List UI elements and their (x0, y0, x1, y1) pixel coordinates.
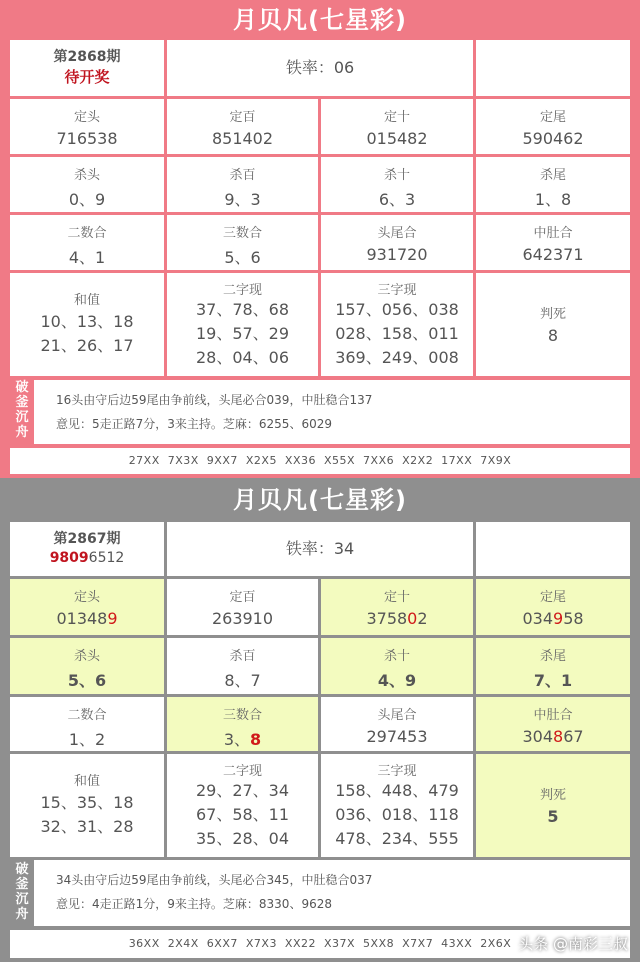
cell-label: 定尾 (539, 590, 566, 605)
panel-title: 月贝凡(七星彩) (233, 486, 407, 514)
cell-line: 369、249、008 (335, 348, 459, 367)
result-panel-2867 (0, 478, 640, 962)
cell-label: 杀头 (73, 649, 100, 664)
cell-value: 590462 (522, 129, 584, 148)
note-line: 16头由守后边59尾由争前线，头尾必合039，中肚稳合137 (56, 393, 373, 407)
cell-line: 157、056、038 (335, 300, 459, 319)
cell-line: 158、448、479 (335, 781, 459, 800)
middle-sum-cell (476, 215, 630, 270)
cell-line: 35、28、04 (195, 829, 290, 848)
middle-sum-cell (476, 697, 630, 751)
position-cell-tens (321, 99, 473, 154)
value-part: 2 (417, 609, 428, 628)
cell-label: 定百 (229, 590, 256, 605)
strategy-notes (34, 380, 630, 444)
side-char: 破 (15, 380, 29, 395)
cell-label: 杀尾 (539, 649, 566, 664)
cell-label: 中肚合 (533, 226, 573, 241)
cell-value: 4、1 (68, 248, 106, 267)
kill-cell-tens (321, 157, 473, 212)
watermark: 头条 @南彩三叔 (518, 935, 628, 953)
two-sum-cell (10, 697, 164, 751)
cell-value: 5、6 (67, 671, 107, 690)
cell-label: 定十 (383, 590, 410, 605)
cell-label: 判死 (539, 788, 566, 803)
position-cell-hundreds (167, 579, 318, 635)
value-part: 01348 (56, 609, 108, 628)
two-digit-cell (167, 754, 318, 857)
cell-label: 杀百 (229, 168, 256, 183)
cell-label: 杀头 (73, 168, 100, 183)
forecast-panel-2868 (0, 0, 640, 478)
side-char: 釜 (15, 395, 29, 410)
cell-label: 定头 (73, 110, 100, 125)
combo-text: 36XX 2X4X 6XX7 X7X3 XX22 X37X 5XX8 X7X7 43XX 2X6X (128, 937, 512, 950)
tielv-cell (167, 40, 473, 96)
cell-label: 二字现 (222, 283, 262, 298)
cell-value: 8 (547, 326, 559, 345)
kill-cell-hundreds (167, 638, 318, 694)
side-label (12, 862, 32, 926)
kill-cell-head (10, 638, 164, 694)
cell-label: 杀十 (383, 649, 410, 664)
cell-label: 杀尾 (539, 168, 566, 183)
side-label (12, 380, 32, 442)
position-cell-hundreds (167, 99, 318, 154)
cell-label: 头尾合 (377, 226, 417, 241)
cell-label: 中肚合 (533, 708, 573, 723)
three-digit-cell (321, 273, 473, 376)
cell-value: 716538 (56, 129, 118, 148)
tielv-text: 铁率：34 (285, 539, 355, 558)
cell-line: 32、31、28 (40, 817, 134, 836)
head-tail-sum-cell (321, 697, 473, 751)
value-part: 034 (522, 609, 553, 628)
cell-value: 297453 (366, 727, 428, 746)
kill-cell-head (10, 157, 164, 212)
cell-line: 036、018、118 (335, 805, 459, 824)
cell-line: 478、234、555 (335, 829, 459, 848)
three-sum-cell (167, 215, 318, 270)
value-hit: 8 (250, 730, 262, 749)
cell-value: 9、3 (224, 190, 261, 209)
cell-label: 三数合 (222, 226, 262, 241)
position-cell-head (10, 579, 164, 635)
cell-label: 定百 (229, 110, 256, 125)
issue-number: 第2867期 (53, 531, 121, 547)
cell-label: 三字现 (377, 764, 417, 779)
kill-cell-hundreds (167, 157, 318, 212)
cell-label: 二字现 (222, 764, 262, 779)
side-char: 舟 (15, 907, 29, 922)
value-part: 304 (522, 727, 553, 746)
value-part: 263910 (211, 609, 274, 628)
issue-cell (10, 40, 164, 96)
cell-label: 定头 (73, 590, 100, 605)
cell-label: 二数合 (67, 226, 107, 241)
value-hit: 0 (407, 609, 418, 628)
cell-line: 21、26、17 (40, 336, 134, 355)
note-line: 34头由守后边59尾由争前线，头尾必合345，中肚稳合037 (56, 873, 373, 887)
strategy-notes (34, 860, 630, 926)
cell-value: 8、7 (224, 671, 261, 690)
kill-cell-tail (476, 638, 630, 694)
two-sum-cell (10, 215, 164, 270)
cell-value: 931720 (366, 245, 428, 264)
cell-value: 5 (547, 807, 559, 826)
position-cell-tens (321, 579, 473, 635)
cell-value: 0、9 (68, 190, 106, 209)
cell-line: 67、58、11 (195, 805, 290, 824)
kill-cell-tens (321, 638, 473, 694)
side-char: 沉 (15, 892, 29, 907)
issue-number: 第2868期 (53, 49, 121, 65)
head-tail-sum-cell (321, 215, 473, 270)
cell-value: 6、3 (378, 190, 416, 209)
side-char: 破 (15, 862, 29, 877)
tielv-cell (167, 522, 473, 576)
empty-header-cell (476, 40, 630, 96)
empty-header-cell (476, 522, 630, 576)
sum-value-cell (10, 754, 164, 857)
cell-value: 5、6 (224, 248, 261, 267)
tielv-text: 铁率：06 (285, 58, 355, 77)
two-digit-cell (167, 273, 318, 376)
cell-line: 028、158、011 (335, 324, 459, 343)
cell-line: 37、78、68 (195, 300, 290, 319)
draw-status: 待开奖 (64, 68, 110, 86)
cell-line: 10、13、18 (40, 312, 134, 331)
note-line: 意见：4走正路1分，9来主持。芝麻：8330、9628 (56, 897, 332, 911)
position-cell-head (10, 99, 164, 154)
three-digit-cell (321, 754, 473, 857)
side-char: 舟 (15, 425, 29, 440)
value-hit: 9 (553, 609, 564, 628)
cell-value: 7、1 (533, 671, 573, 690)
combo-strip (10, 448, 630, 474)
judge-dead-cell (476, 754, 630, 857)
position-cell-tail (476, 579, 630, 635)
cell-line: 15、35、18 (40, 793, 134, 812)
combo-text: 27XX 7X3X 9XX7 X2X5 XX36 X55X 7XX6 X2X2 17XX 7X9X (128, 454, 512, 467)
side-char: 釜 (15, 877, 29, 892)
cell-line: 19、57、29 (195, 324, 290, 343)
value-hit: 9 (107, 609, 118, 628)
judge-dead-cell (476, 273, 630, 376)
note-line: 意见：5走正路7分，3来主持。芝麻：6255、6029 (56, 417, 332, 431)
value-part: 3758 (366, 609, 408, 628)
value-part: 3、 (223, 730, 251, 749)
cell-value: 642371 (522, 245, 584, 264)
cell-label: 定十 (383, 110, 410, 125)
value-part: 58 (563, 609, 584, 628)
cell-label: 杀百 (229, 649, 256, 664)
cell-label: 三字现 (377, 283, 417, 298)
cell-value: 4、9 (377, 671, 417, 690)
cell-line: 28、04、06 (195, 348, 290, 367)
kill-cell-tail (476, 157, 630, 212)
cell-label: 头尾合 (377, 708, 417, 723)
cell-label: 和值 (73, 774, 100, 789)
cell-label: 三数合 (222, 708, 262, 723)
position-cell-tail (476, 99, 630, 154)
cell-value: 1、8 (534, 190, 572, 209)
issue-cell (10, 522, 164, 576)
draw-number-rest: 6512 (88, 550, 125, 566)
three-sum-cell (167, 697, 318, 751)
cell-label: 二数合 (67, 708, 107, 723)
side-char: 沉 (15, 410, 29, 425)
cell-value: 1、2 (68, 730, 106, 749)
value-hit: 8 (553, 727, 564, 746)
panel-title: 月贝凡(七星彩) (233, 6, 407, 34)
cell-value: 015482 (366, 129, 428, 148)
sum-value-cell (10, 273, 164, 376)
cell-line: 29、27、34 (195, 781, 290, 800)
cell-label: 定尾 (539, 110, 566, 125)
cell-label: 判死 (539, 307, 566, 322)
value-part: 67 (563, 727, 584, 746)
cell-label: 杀十 (383, 168, 410, 183)
cell-label: 和值 (73, 293, 100, 308)
cell-value: 851402 (211, 129, 274, 148)
draw-number-hit: 9809 (49, 550, 89, 566)
